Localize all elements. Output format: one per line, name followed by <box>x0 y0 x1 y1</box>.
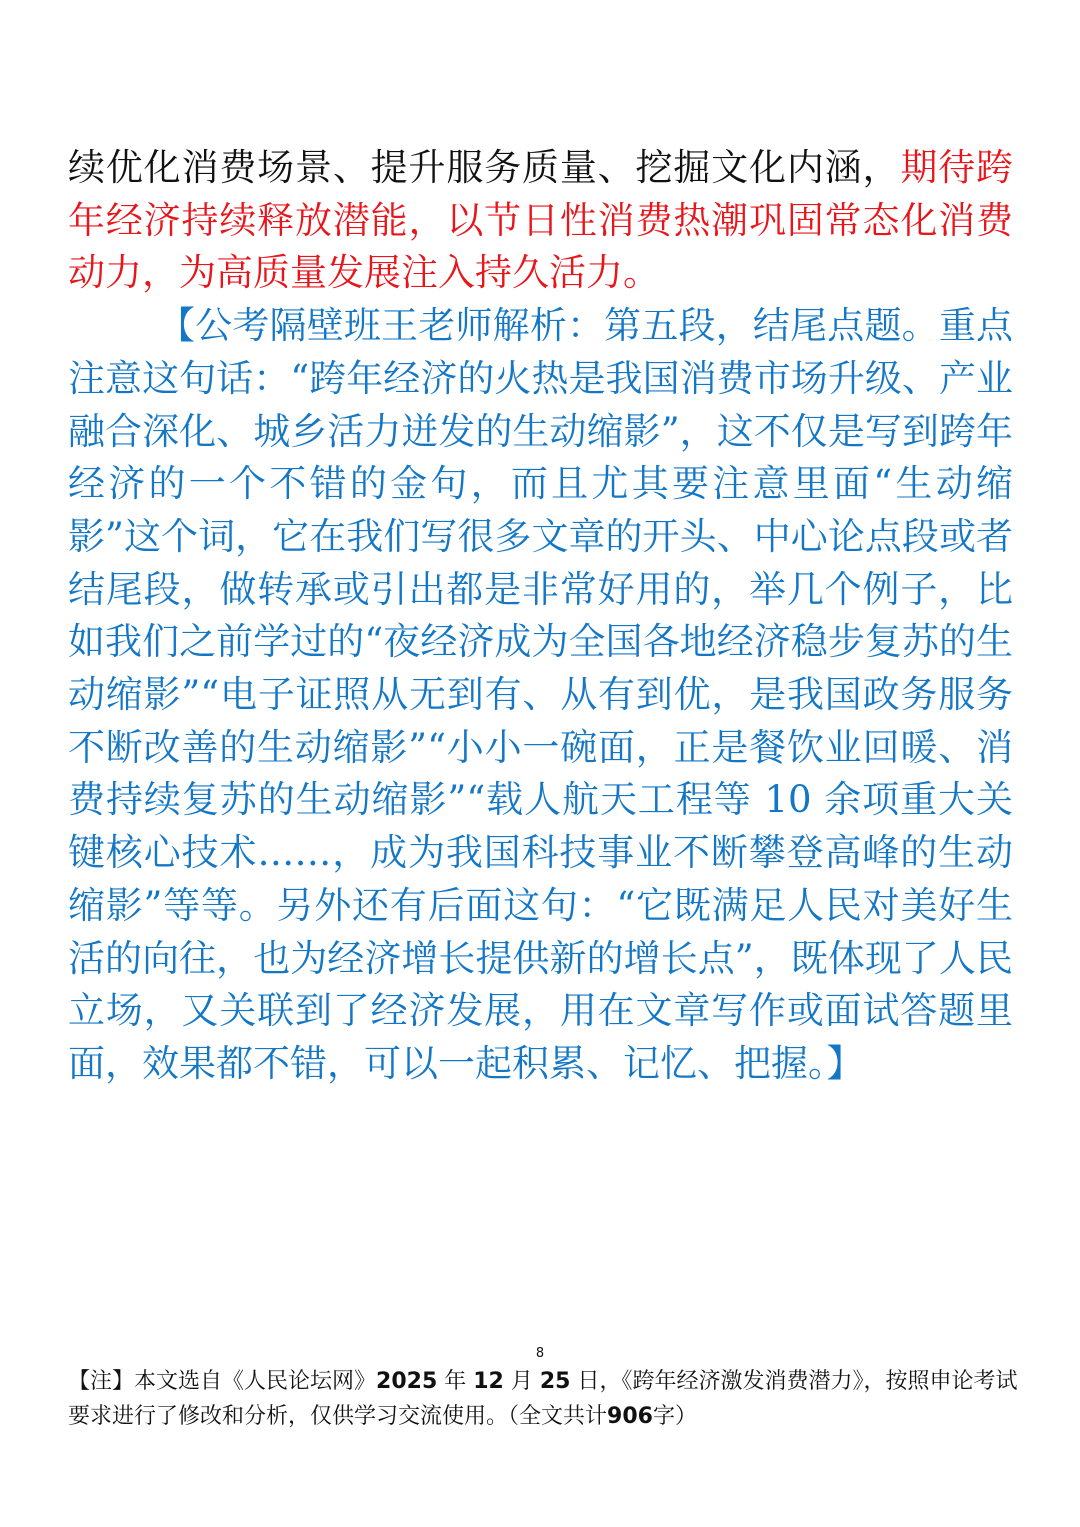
source-footnote <box>68 1364 1018 1434</box>
footnote-text-1: 【注】本文选自《人民论坛网》 <box>68 1369 377 1394</box>
footnote-text-3: 月 <box>503 1369 540 1394</box>
page-number: 8 <box>535 1346 545 1361</box>
analysis-paragraph: 【公考隔壁班王老师解析：第五段，结尾点题。重点注意这句话：“跨年经济的火热是我国消费市场升级、产业融合深化、城乡活力迸发的生动缩影”，这不仅是写到跨年经济的一个不错的金句，而且尤其要注意里面“生动缩影”这个词，它在我们写很多文章的开头、中心论点段或者结尾段，做转承或引出都是非常好用的，举几个例子，比如我们之前学过的“夜经济成为全国各地经济稳步复苏的生动缩影”“电子证照从无到有、从有到优，是我国政务服务不断改善的生动缩影”“小小一碗面，正是餐饮业回暖、消费持续复苏的生动缩影”“载人航天工程等 10 余项重大关键核心技术……，成为我国科技事业不断攀登高峰的生动缩影”等等。另外还有后面这句：“它既满足人民对美好生活的向往，也为经济增长提供新的增长点”，既体现了人民立场，又关联到了经济发展，用在文章写作或面试答题里面，效果都不错，可以一起积累、记忆、把握。】 <box>68 304 1013 1085</box>
footnote-month: 12 <box>473 1369 504 1394</box>
article-body <box>68 142 1013 1091</box>
conclusion-text: 续优化消费场景、提升服务质量、挖掘文化内涵， <box>68 146 901 189</box>
footnote-text-4: 日，《跨年经济激发消费潜力》，按照申论考试要求进行了修改和分析，仅供学习交流使用。（全文共计 <box>68 1369 1018 1429</box>
footnote-text-5: 字） <box>652 1404 697 1429</box>
footnote-text-2: 年 <box>437 1369 474 1394</box>
footnote-year: 2025 <box>376 1369 438 1394</box>
footnote-day: 25 <box>539 1369 571 1394</box>
highlighted-conclusion: 期待跨年经济持续释放潜能，以节日性消费热潮巩固常态化消费动力，为高质量发展注入持久活力。 <box>68 146 1014 295</box>
footnote-word-count: 906 <box>607 1404 653 1429</box>
conclusion-paragraph <box>68 142 1013 300</box>
